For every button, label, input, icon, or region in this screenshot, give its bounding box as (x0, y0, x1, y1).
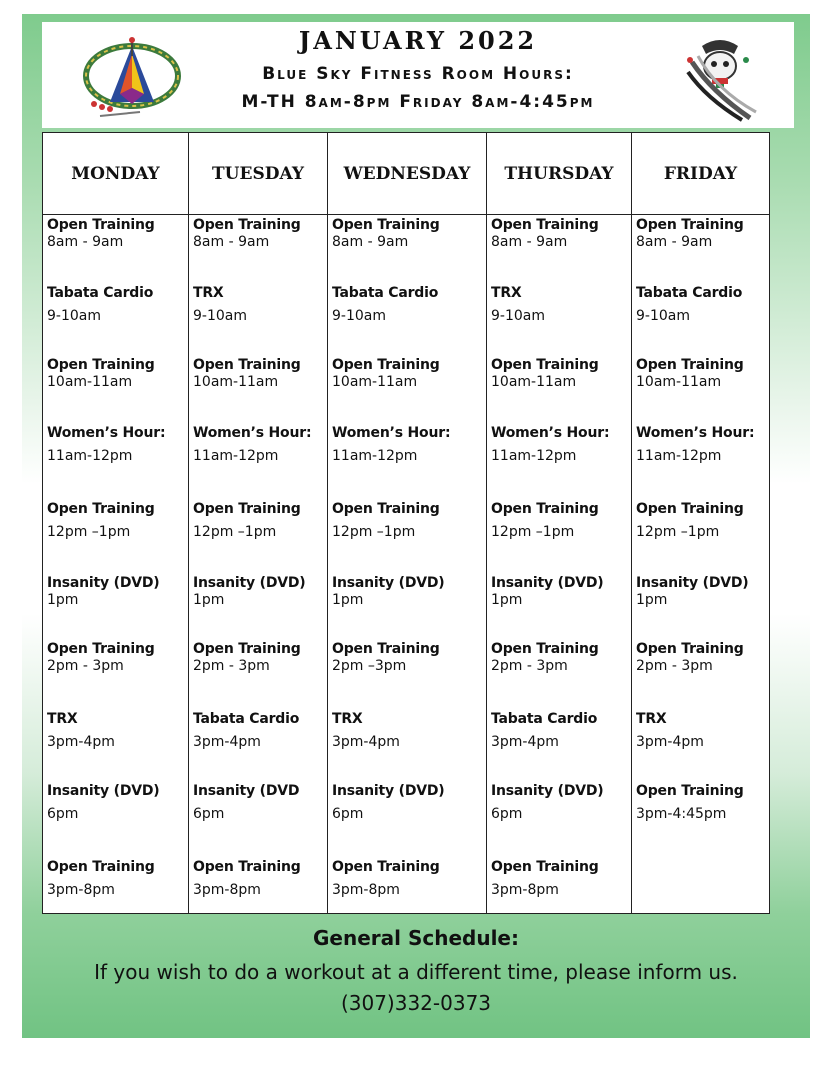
session-entry (636, 425, 767, 485)
general-schedule-heading: General Schedule: (313, 926, 519, 950)
session-entry (491, 357, 629, 417)
session-time: 6pm (47, 806, 79, 822)
session-entry (636, 217, 767, 277)
session-entry (491, 575, 629, 635)
session-name: Open Training (47, 217, 155, 233)
session-name: Open Training (193, 501, 301, 517)
session-time: 1pm (332, 592, 364, 608)
session-name: Tabata Cardio (491, 711, 598, 727)
session-name: Open Training (332, 501, 440, 517)
session-name: Open Training (491, 641, 599, 657)
general-schedule-note: If you wish to do a workout at a different time, please inform us. (94, 960, 738, 984)
session-time: 9-10am (193, 308, 247, 324)
session-name: Open Training (332, 357, 440, 373)
session-entry (332, 859, 484, 919)
session-time: 3pm-8pm (193, 882, 261, 898)
session-name: Insanity (DVD) (636, 575, 749, 591)
session-time: 3pm-4:45pm (636, 806, 727, 822)
session-entry (47, 285, 186, 345)
day-header: WEDNESDAY (328, 133, 486, 215)
session-entry (332, 357, 484, 417)
phone-number: (307)332-0373 (340, 991, 492, 1015)
session-entry (332, 641, 484, 701)
session-name: TRX (193, 285, 224, 301)
session-time: 9-10am (491, 308, 545, 324)
session-time: 2pm - 3pm (491, 658, 568, 674)
day-column-wednesday (328, 133, 487, 913)
session-time: 8am - 9am (491, 234, 568, 250)
day-header: TUESDAY (189, 133, 327, 215)
session-time: 3pm-4pm (193, 734, 261, 750)
session-time: 2pm –3pm (332, 658, 407, 674)
session-entry (332, 575, 484, 635)
session-name: Women’s Hour: (47, 425, 166, 441)
session-name: Women’s Hour: (636, 425, 755, 441)
day-header: MONDAY (43, 133, 188, 215)
session-time: 1pm (47, 592, 79, 608)
session-name: Tabata Cardio (47, 285, 154, 301)
session-time: 10am-11am (332, 374, 418, 390)
page-subtitle: Blue Sky Fitness Room Hours: (262, 64, 574, 84)
session-entry (193, 217, 325, 277)
session-time: 8am - 9am (636, 234, 713, 250)
session-time: 3pm-4pm (636, 734, 704, 750)
room-hours: M-TH 8am-8pm Friday 8am-4:45pm (241, 92, 595, 112)
session-time: 9-10am (636, 308, 690, 324)
session-entry (636, 501, 767, 561)
day-column-friday (632, 133, 769, 913)
session-name: Open Training (332, 217, 440, 233)
session-name: Open Training (47, 357, 155, 373)
session-name: Insanity (DVD (193, 783, 300, 799)
session-entry (491, 285, 629, 345)
session-time: 10am-11am (193, 374, 279, 390)
session-entry (193, 285, 325, 345)
header-banner (42, 22, 794, 128)
session-entry (193, 575, 325, 635)
session-name: Open Training (332, 859, 440, 875)
session-name: Open Training (47, 501, 155, 517)
session-entry (636, 357, 767, 417)
session-name: Women’s Hour: (332, 425, 451, 441)
session-entry (491, 711, 629, 771)
session-entry (636, 285, 767, 345)
session-time: 9-10am (332, 308, 386, 324)
session-name: Open Training (491, 357, 599, 373)
flyer (22, 14, 810, 1038)
session-time: 11am-12pm (332, 448, 418, 464)
session-time: 3pm-4pm (332, 734, 400, 750)
session-entry (491, 425, 629, 485)
session-time: 10am-11am (636, 374, 722, 390)
session-name: Tabata Cardio (332, 285, 439, 301)
session-time: 2pm - 3pm (47, 658, 124, 674)
session-time: 1pm (491, 592, 523, 608)
session-name: Insanity (DVD) (332, 575, 445, 591)
session-entry (332, 783, 484, 843)
session-entry (332, 217, 484, 277)
session-name: Open Training (491, 501, 599, 517)
session-entry (193, 641, 325, 701)
session-time: 6pm (193, 806, 225, 822)
session-name: Open Training (193, 217, 301, 233)
session-entry (47, 575, 186, 635)
session-time: 1pm (193, 592, 225, 608)
session-entry (491, 501, 629, 561)
session-entry (636, 641, 767, 701)
session-entry (193, 783, 325, 843)
session-entry (491, 859, 629, 919)
session-entry (332, 711, 484, 771)
session-entry (47, 641, 186, 701)
session-entry (193, 425, 325, 485)
session-name: TRX (636, 711, 667, 727)
session-entry (47, 357, 186, 417)
day-column-monday (43, 133, 189, 913)
session-name: Insanity (DVD) (491, 783, 604, 799)
session-entry (636, 783, 767, 843)
session-name: Women’s Hour: (491, 425, 610, 441)
session-name: TRX (332, 711, 363, 727)
session-entry (491, 217, 629, 277)
session-entry (332, 501, 484, 561)
session-name: Open Training (491, 859, 599, 875)
session-time: 2pm - 3pm (636, 658, 713, 674)
session-entry (47, 859, 186, 919)
session-entry (491, 641, 629, 701)
session-entry (193, 711, 325, 771)
session-time: 3pm-8pm (47, 882, 115, 898)
session-name: TRX (491, 285, 522, 301)
session-time: 8am - 9am (47, 234, 124, 250)
session-time: 3pm-4pm (491, 734, 559, 750)
session-time: 10am-11am (47, 374, 133, 390)
session-time: 11am-12pm (47, 448, 133, 464)
session-time: 11am-12pm (636, 448, 722, 464)
session-name: Open Training (47, 641, 155, 657)
day-header: THURSDAY (487, 133, 631, 215)
session-entry (491, 783, 629, 843)
session-time: 12pm –1pm (636, 524, 720, 540)
session-name: Open Training (636, 501, 744, 517)
session-entry (47, 711, 186, 771)
session-name: Open Training (636, 641, 744, 657)
session-name: Insanity (DVD) (47, 783, 160, 799)
weekly-schedule-table (42, 132, 770, 914)
session-name: Open Training (193, 641, 301, 657)
session-time: 6pm (491, 806, 523, 822)
session-time: 12pm –1pm (193, 524, 277, 540)
session-name: Insanity (DVD) (47, 575, 160, 591)
session-entry (47, 501, 186, 561)
session-name: Open Training (491, 217, 599, 233)
session-entry (332, 285, 484, 345)
session-name: Tabata Cardio (193, 711, 300, 727)
session-entry (47, 217, 186, 277)
session-name: Open Training (193, 357, 301, 373)
day-column-thursday (487, 133, 632, 913)
session-name: Open Training (332, 641, 440, 657)
session-time: 8am - 9am (332, 234, 409, 250)
session-time: 10am-11am (491, 374, 577, 390)
session-entry (193, 357, 325, 417)
session-time: 3pm-8pm (491, 882, 559, 898)
session-time: 12pm –1pm (332, 524, 416, 540)
day-header: FRIDAY (632, 133, 769, 215)
page-title: JANUARY 2022 (298, 26, 538, 55)
session-entry (332, 425, 484, 485)
day-column-tuesday (189, 133, 328, 913)
session-time: 12pm –1pm (47, 524, 131, 540)
session-time: 12pm –1pm (491, 524, 575, 540)
session-time: 11am-12pm (193, 448, 279, 464)
session-time: 2pm - 3pm (193, 658, 270, 674)
session-time: 3pm-8pm (332, 882, 400, 898)
session-time: 1pm (636, 592, 668, 608)
session-name: Open Training (47, 859, 155, 875)
session-time: 3pm-4pm (47, 734, 115, 750)
session-name: Open Training (193, 859, 301, 875)
session-time: 6pm (332, 806, 364, 822)
session-entry (636, 575, 767, 635)
session-name: Open Training (636, 783, 744, 799)
session-name: Insanity (DVD) (193, 575, 306, 591)
session-time: 11am-12pm (491, 448, 577, 464)
session-time: 9-10am (47, 308, 101, 324)
session-name: Women’s Hour: (193, 425, 312, 441)
session-name: Tabata Cardio (636, 285, 743, 301)
session-time: 8am - 9am (193, 234, 270, 250)
session-entry (193, 501, 325, 561)
session-name: Open Training (636, 357, 744, 373)
session-name: Insanity (DVD) (491, 575, 604, 591)
session-name: Open Training (636, 217, 744, 233)
session-entry (47, 425, 186, 485)
session-name: Insanity (DVD) (332, 783, 445, 799)
session-entry (636, 711, 767, 771)
session-name: TRX (47, 711, 78, 727)
session-entry (47, 783, 186, 843)
session-entry (193, 859, 325, 919)
